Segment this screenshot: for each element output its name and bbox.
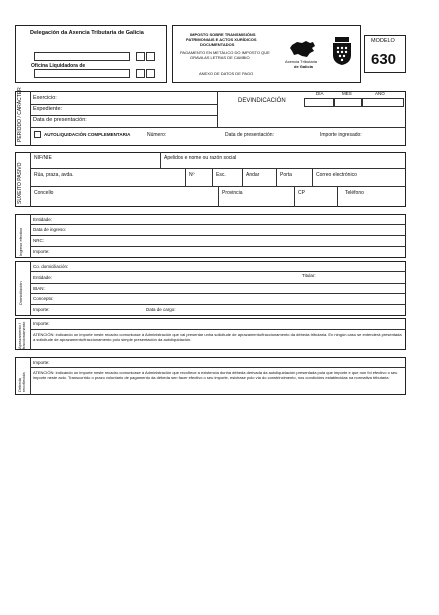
deferral-side-label: Aprazamento / fraccionamento [17,321,26,349]
domiciliation-holder-label: Titular: [302,273,316,278]
model-number: 630 [371,51,397,68]
day-field[interactable] [304,98,334,107]
email-label: Correo electrónico [316,172,357,178]
door-label: Porta [280,172,292,178]
month-field[interactable] [334,98,362,107]
day-label: DÍA [316,91,324,96]
period-side-label: PERÍODO / CARÁCTER [17,87,23,142]
month-label: MES [342,91,352,96]
street-label: Rúa, praza, avda. [34,172,74,178]
number-label: Número: [147,132,167,138]
payment-entity-label: Entidade: [33,217,53,222]
devindication-label: DEVINDICACIÓN [238,98,286,104]
domiciliation-charge-date-label: Data de cargo: [146,307,176,312]
delegation-field[interactable] [34,52,130,61]
model-label: MODELO [371,38,395,44]
debt-notice: ATENCIÓN: indicando un importe neste recadro comunicase á Administración que recoñece a existencia dunha débeda derivada da autoliquidación presentada pola que importe e que non foi efectivo o seu importe neste acto. Transcorrido o prazo voluntario de pagamento da débeda sen facer efectivo o seu importe, esixirase polo vía do constrinximento, nos condicións establecidas na normativa tributaria. [33,370,398,380]
domiciliation-iban-label: IBAN: [33,286,45,291]
delegation-code-2[interactable] [146,52,155,61]
domiciliation-amount-label: Importe: [33,307,50,312]
galicia-map-logo [288,39,318,59]
name-label: Apelidos e nome ou razón social [164,155,237,161]
amount-paid-label: Importe ingresado: [320,132,362,138]
council-label: Concello [34,190,54,196]
payment-date-label: Data de ingreso: [33,227,67,232]
domiciliation-side-label: Domiciliación [18,281,23,305]
year-field[interactable] [362,98,404,107]
phone-label: Teléfono [345,190,364,196]
presentation-date-label: Data de presentación: [33,117,87,123]
annex-label: ANEXO DE DATOS DE PAGO [199,71,254,76]
domiciliation-section [15,261,406,316]
deferral-notice: ATENCIÓN: indicando un importe neste recadro comunicase á Administración que vai presentar unha solicitude de aprazamento/fraccionamento da débeda tributaria. En ningún caso se entenderá presentada a solicitude de aprazamento/fraccionamento polo simple presentación da autoliquidación. [33,332,402,342]
taxpayer-side-label: SUXEITO PASIVO [17,162,23,204]
tax-title-line-2: PATRIMONIAIS E ACTOS XURÍDICOS [186,37,257,42]
payment-amount-label: Importe: [33,249,50,254]
payment-side-label: Ingreso efectivo [18,227,23,256]
office-code-2[interactable] [146,69,155,78]
delegation-label: Delegación da Axencia Tributaria de Galicia [30,30,144,36]
complementary-checkbox[interactable] [34,131,41,138]
delegation-code-1[interactable] [136,52,145,61]
payment-nrc-label: NRC: [33,238,44,243]
office-code-1[interactable] [136,69,145,78]
nif-label: NIF/NIE [34,155,52,161]
office-field[interactable] [34,69,130,78]
tax-title-line-5: GRAVA AS LETRAS DE CAMBIO [190,55,250,60]
domiciliation-code-label: Co. domiciliación: [33,264,69,269]
debt-amount-label: Importe: [33,360,50,365]
province-label: Provincia [222,190,243,196]
postcode-label: CP [298,190,305,196]
debt-side-label: Débeda recoñecida [17,372,26,392]
stair-label: Esc. [216,172,226,178]
office-label: Oficina Liquidadora de [31,63,86,69]
street-number-label: Nº [189,172,195,178]
tax-title-line-1: IMPOSTO SOBRE TRANSMISIÓNS [190,32,256,37]
presentation-date2-label: Data de presentación: [225,132,274,138]
file-label: Expediente: [33,106,63,112]
domiciliation-entity-label: Entidade: [33,275,53,280]
floor-label: Andar [246,172,260,178]
complementary-label: AUTOLIQUIDACIÓN COMPLEMENTARIA [44,132,131,137]
tax-title-line-3: DOCUMENTADOS [200,42,235,47]
domiciliation-concept-label: Concepto: [33,296,54,301]
coat-of-arms-icon [331,36,353,66]
exercise-label: Exercicio: [33,95,57,101]
tax-title-line-4: PAGAMENTO EN METÁLICO DO IMPOSTO QUE [180,50,270,55]
logo-text-2: de Galicia [294,64,313,69]
deferral-amount-label: Importe: [33,321,50,326]
logo-text-1: Axencia Tributaria [285,59,318,64]
year-label: ANO [375,91,385,96]
payment-section [15,214,406,258]
